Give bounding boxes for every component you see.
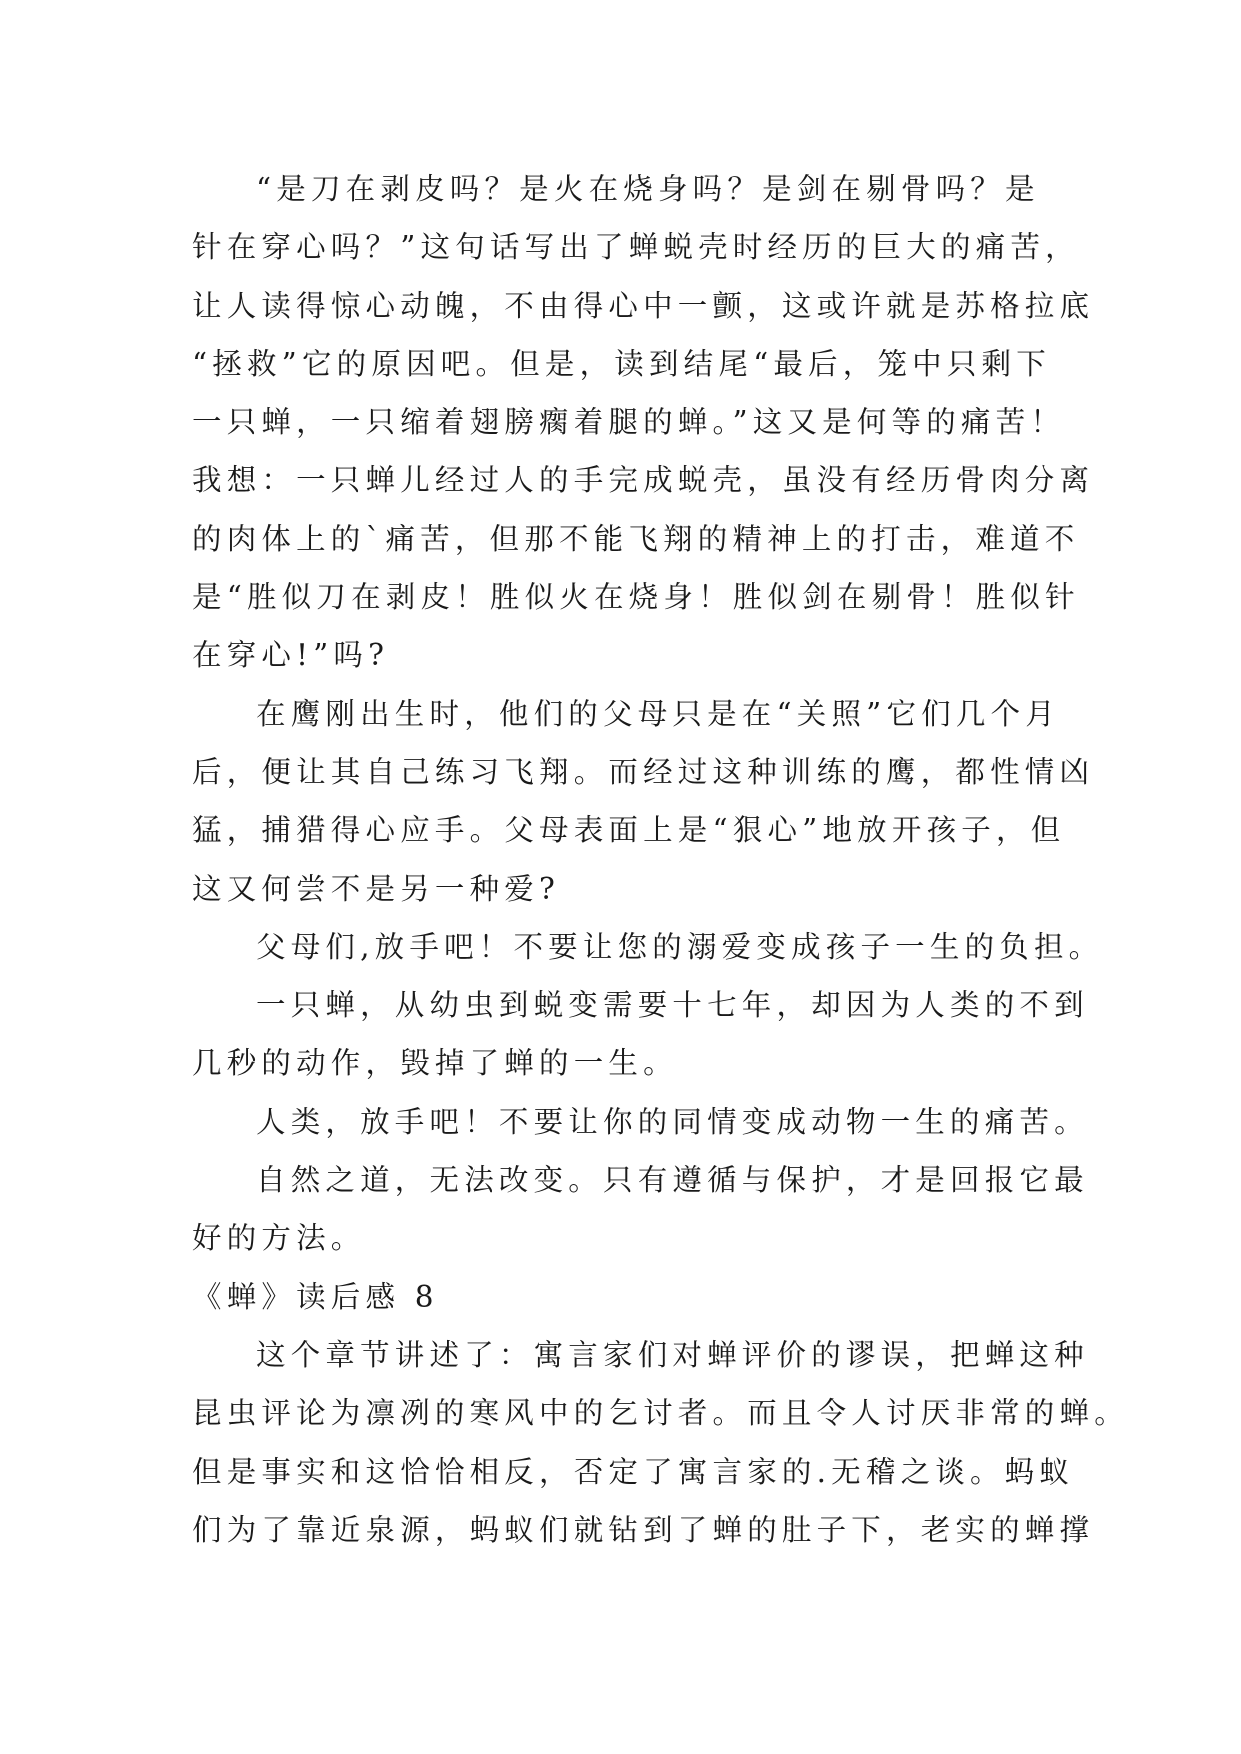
text-line: 是“胜似刀在剥皮！胜似火在烧身！胜似剑在剔骨！胜似针 [192, 580, 1080, 615]
text-line: 几秒的动作，毁掉了蝉的一生。 [192, 1046, 678, 1081]
text-line: 这个章节讲述了：寓言家们对蝉评价的谬误，把蝉这种 [256, 1337, 1089, 1372]
text-line: 针在穿心吗？”这句话写出了蝉蜕壳时经历的巨大的痛苦， [192, 230, 1080, 265]
text-line: 的肉体上的`痛苦，但那不能飞翔的精神上的打击，难道不 [192, 521, 1080, 556]
text-line: 一只蝉，从幼虫到蜕变需要十七年，却因为人类的不到 [256, 988, 1089, 1023]
text-line: “是刀在剥皮吗？是火在烧身吗？是剑在剔骨吗？是 [256, 172, 1040, 206]
text-line: 昆虫评论为凛冽的寒风中的乞讨者。而且令人讨厌非常的蝉。 [192, 1396, 1129, 1431]
text-line: 一只蝉，一只缩着翅膀瘸着腿的蝉。”这又是何等的痛苦！ [192, 405, 1066, 440]
text-line: 猛，捕猎得心应手。父母表面上是“狠心”地放开孩子，但 [192, 813, 1066, 848]
text-line: 在穿心!”吗? [192, 638, 390, 673]
document-body [192, 160, 1129, 1559]
text-line: 这又何尝不是另一种爱? [192, 871, 561, 906]
text-line: 我想：一只蝉儿经过人的手完成蜕壳，虽没有经历骨肉分离 [192, 463, 1095, 498]
text-line: 人类，放手吧！不要让你的同情变成动物一生的痛苦。 [256, 1104, 1089, 1139]
text-line: 自然之道，无法改变。只有遵循与保护，才是回报它最 [256, 1163, 1089, 1198]
text-line: “拯救”它的原因吧。但是，读到结尾“最后，笼中只剩下 [192, 346, 1051, 381]
text-line: 但是事实和这恰恰相反，否定了寓言家的.无稽之谈。蚂蚁 [192, 1454, 1075, 1489]
section-heading: 《蝉》读后感 8 [192, 1279, 439, 1314]
text-line: 们为了靠近泉源，蚂蚁们就钻到了蝉的肚子下，老实的蝉撑 [192, 1512, 1095, 1547]
text-line: 父母们,放手吧！不要让您的溺爱变成孩子一生的负担。 [256, 929, 1104, 964]
text-line: 在鹰刚出生时，他们的父母只是在“关照”它们几个月 [256, 696, 1060, 731]
text-line: 好的方法。 [192, 1221, 366, 1256]
text-line: 让人读得惊心动魄，不由得心中一颤，这或许就是苏格拉底 [192, 288, 1095, 323]
text-line: 后，便让其自己练习飞翔。而经过这种训练的鹰，都性情凶 [192, 754, 1095, 789]
